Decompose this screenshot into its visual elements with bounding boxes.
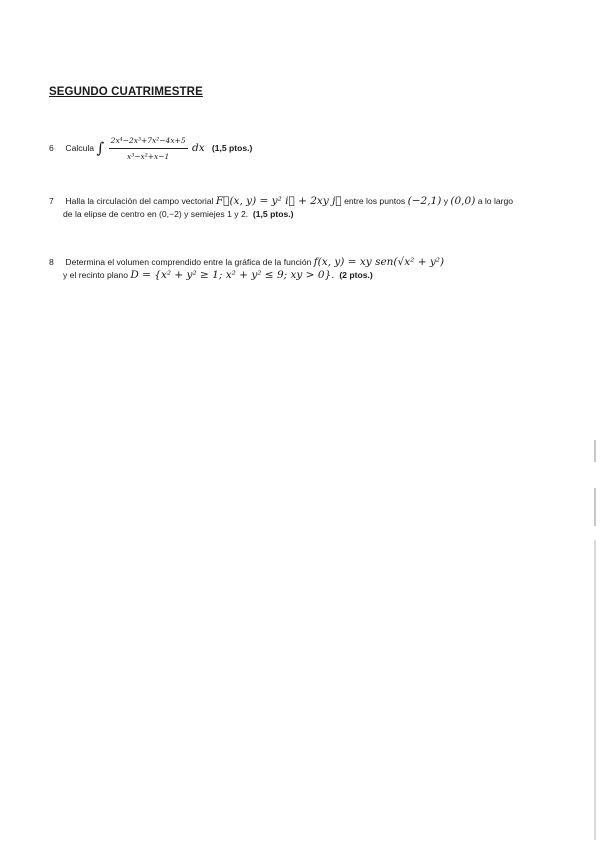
- section-heading: SEGUNDO CUATRIMESTRE: [49, 86, 203, 98]
- problem-points: (1,5 ptos.): [211, 142, 253, 153]
- scan-mark: [594, 440, 596, 462]
- point-a: (−2,1): [407, 195, 442, 207]
- region-expression: D = {x² + y² ≥ 1; x² + y² ≤ 9; xy > 0}.: [130, 269, 335, 281]
- fraction-numerator: 2x⁴−2x³+7x²−4x+5: [109, 134, 188, 149]
- problem-number: 8: [49, 257, 54, 267]
- differential: dx: [192, 141, 205, 154]
- problem-number: 6: [49, 142, 54, 153]
- conjunction: y: [443, 196, 449, 206]
- scan-mark: [594, 488, 596, 526]
- integral-sign: ∫: [96, 139, 105, 157]
- problem-text: Calcula: [65, 142, 95, 153]
- integrand-fraction: [109, 134, 188, 163]
- problem-6: [49, 134, 252, 163]
- problem-text: Determina el volumen comprendido entre la gráfica de la función: [65, 257, 312, 267]
- problem-text-line2: y el recinto plano: [63, 270, 128, 280]
- function-expression: f(x, y) = xy sen(√x² + y²): [313, 256, 445, 268]
- problem-text-end: a lo largo: [477, 196, 514, 206]
- problem-text: Halla la circulación del campo vectorial: [65, 196, 214, 206]
- problem-8: [49, 256, 444, 282]
- problem-points: (1,5 ptos.): [252, 209, 294, 219]
- problem-text-mid: entre los puntos: [344, 196, 406, 206]
- problem-7: [49, 195, 513, 221]
- scan-mark: [594, 540, 596, 840]
- fraction-denominator: x³−x²+x−1: [126, 152, 170, 161]
- vector-field: F⃗(x, y) = y² i⃗ + 2xy j⃗: [215, 195, 342, 207]
- point-b: (0,0): [450, 195, 476, 207]
- problem-number: 7: [49, 196, 54, 206]
- problem-text-line2: de la elipse de centro en (0,−2) y semiejes 1 y 2.: [63, 209, 249, 219]
- problem-points: (2 ptos.): [339, 270, 373, 280]
